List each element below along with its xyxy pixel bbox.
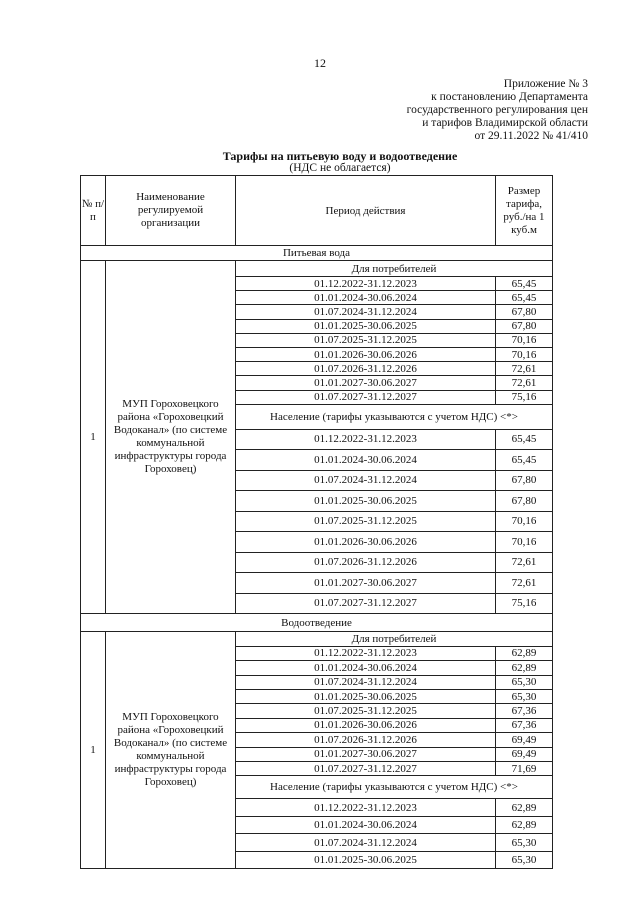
page-number: 12 — [314, 56, 326, 70]
period-cell: 01.01.2025-30.06.2025 — [236, 491, 496, 512]
tariff-value: 67,80 — [496, 470, 553, 491]
period-cell: 01.01.2027-30.06.2027 — [236, 376, 496, 390]
tariff-value: 67,80 — [496, 305, 553, 319]
tariff-value: 67,80 — [496, 319, 553, 333]
annex-block — [370, 78, 588, 143]
period-cell: 01.12.2022-31.12.2023 — [236, 277, 496, 291]
period-cell: 01.07.2024-31.12.2024 — [236, 834, 496, 852]
annex-line: к постановлению Департамента — [431, 91, 588, 103]
tariff-value: 67,80 — [496, 491, 553, 512]
period-cell: 01.01.2026-30.06.2026 — [236, 718, 496, 732]
tariff-value: 75,16 — [496, 593, 553, 614]
population-label: Население (тарифы указываются с учетом НДС) <*> — [236, 776, 553, 799]
tariff-value: 71,69 — [496, 761, 553, 775]
tariff-value: 62,89 — [496, 816, 553, 834]
tariff-value: 70,16 — [496, 333, 553, 347]
period-cell: 01.07.2027-31.12.2027 — [236, 593, 496, 614]
period-cell: 01.07.2026-31.12.2026 — [236, 362, 496, 376]
tariff-value: 70,16 — [496, 511, 553, 532]
tariff-value: 72,61 — [496, 573, 553, 594]
tariff-value: 62,89 — [496, 646, 553, 660]
period-cell: 01.01.2026-30.06.2026 — [236, 347, 496, 361]
header-tariff: Размер тарифа, руб./на 1 куб.м — [496, 176, 553, 246]
tariff-value: 62,89 — [496, 661, 553, 675]
document-subtitle: (НДС не облагается) — [289, 162, 391, 174]
table-row — [81, 614, 553, 632]
row-number: 1 — [81, 261, 106, 614]
section-header: Водоотведение — [81, 614, 553, 632]
tariff-value: 72,61 — [496, 362, 553, 376]
consumers-label: Для потребителей — [236, 632, 553, 647]
tariff-value: 62,89 — [496, 799, 553, 817]
period-cell: 01.07.2027-31.12.2027 — [236, 761, 496, 775]
table-row — [81, 632, 553, 647]
tariff-value: 72,61 — [496, 552, 553, 573]
period-cell: 01.01.2027-30.06.2027 — [236, 573, 496, 594]
tariff-value: 65,30 — [496, 689, 553, 703]
header-organization: Наименование регулируемой организации — [106, 176, 236, 246]
section-header: Питьевая вода — [81, 246, 553, 261]
organization-name: МУП Гороховецкого района «Гороховецкий Водоканал» (по системе коммунальной инфраструктуры города Гороховец) — [106, 632, 236, 869]
row-number: 1 — [81, 632, 106, 869]
annex-line: Приложение № 3 — [503, 78, 588, 90]
period-cell: 01.01.2024-30.06.2024 — [236, 291, 496, 305]
table-row — [81, 176, 553, 246]
tariff-value: 65,45 — [496, 429, 553, 450]
period-cell: 01.07.2025-31.12.2025 — [236, 704, 496, 718]
tariff-table — [80, 175, 553, 869]
period-cell: 01.12.2022-31.12.2023 — [236, 429, 496, 450]
table-row — [81, 261, 553, 277]
population-label: Население (тарифы указываются с учетом НДС) <*> — [236, 404, 553, 429]
tariff-value: 67,36 — [496, 718, 553, 732]
period-cell: 01.01.2026-30.06.2026 — [236, 532, 496, 553]
period-cell: 01.07.2024-31.12.2024 — [236, 470, 496, 491]
tariff-value: 69,49 — [496, 733, 553, 747]
tariff-value: 67,36 — [496, 704, 553, 718]
period-cell: 01.07.2027-31.12.2027 — [236, 390, 496, 404]
period-cell: 01.07.2024-31.12.2024 — [236, 675, 496, 689]
tariff-value: 72,61 — [496, 376, 553, 390]
period-cell: 01.12.2022-31.12.2023 — [236, 646, 496, 660]
tariff-value: 69,49 — [496, 747, 553, 761]
annex-line: от 29.11.2022 № 41/410 — [474, 130, 588, 142]
consumers-label: Для потребителей — [236, 261, 553, 277]
annex-line: государственного регулирования цен — [406, 104, 588, 116]
tariff-value: 65,45 — [496, 291, 553, 305]
tariff-value: 70,16 — [496, 532, 553, 553]
tariff-value: 65,30 — [496, 675, 553, 689]
tariff-value: 65,30 — [496, 834, 553, 852]
header-num: № п/п — [81, 176, 106, 246]
period-cell: 01.01.2027-30.06.2027 — [236, 747, 496, 761]
period-cell: 01.07.2024-31.12.2024 — [236, 305, 496, 319]
period-cell: 01.01.2025-30.06.2025 — [236, 851, 496, 869]
tariff-value: 75,16 — [496, 390, 553, 404]
document-title: Тарифы на питьевую воду и водоотведение — [222, 149, 458, 163]
period-cell: 01.07.2025-31.12.2025 — [236, 511, 496, 532]
tariff-value: 70,16 — [496, 347, 553, 361]
period-cell: 01.01.2024-30.06.2024 — [236, 661, 496, 675]
header-period: Период действия — [236, 176, 496, 246]
tariff-value: 65,45 — [496, 450, 553, 471]
period-cell: 01.07.2025-31.12.2025 — [236, 333, 496, 347]
table-row — [81, 246, 553, 261]
organization-name: МУП Гороховецкого района «Гороховецкий Водоканал» (по системе коммунальной инфраструктуры города Гороховец) — [106, 261, 236, 614]
period-cell: 01.12.2022-31.12.2023 — [236, 799, 496, 817]
period-cell: 01.01.2024-30.06.2024 — [236, 816, 496, 834]
period-cell: 01.07.2026-31.12.2026 — [236, 552, 496, 573]
tariff-value: 65,45 — [496, 277, 553, 291]
annex-line: и тарифов Владимирской области — [422, 117, 588, 129]
period-cell: 01.01.2025-30.06.2025 — [236, 319, 496, 333]
period-cell: 01.07.2026-31.12.2026 — [236, 733, 496, 747]
period-cell: 01.01.2024-30.06.2024 — [236, 450, 496, 471]
tariff-value: 65,30 — [496, 851, 553, 869]
period-cell: 01.01.2025-30.06.2025 — [236, 689, 496, 703]
